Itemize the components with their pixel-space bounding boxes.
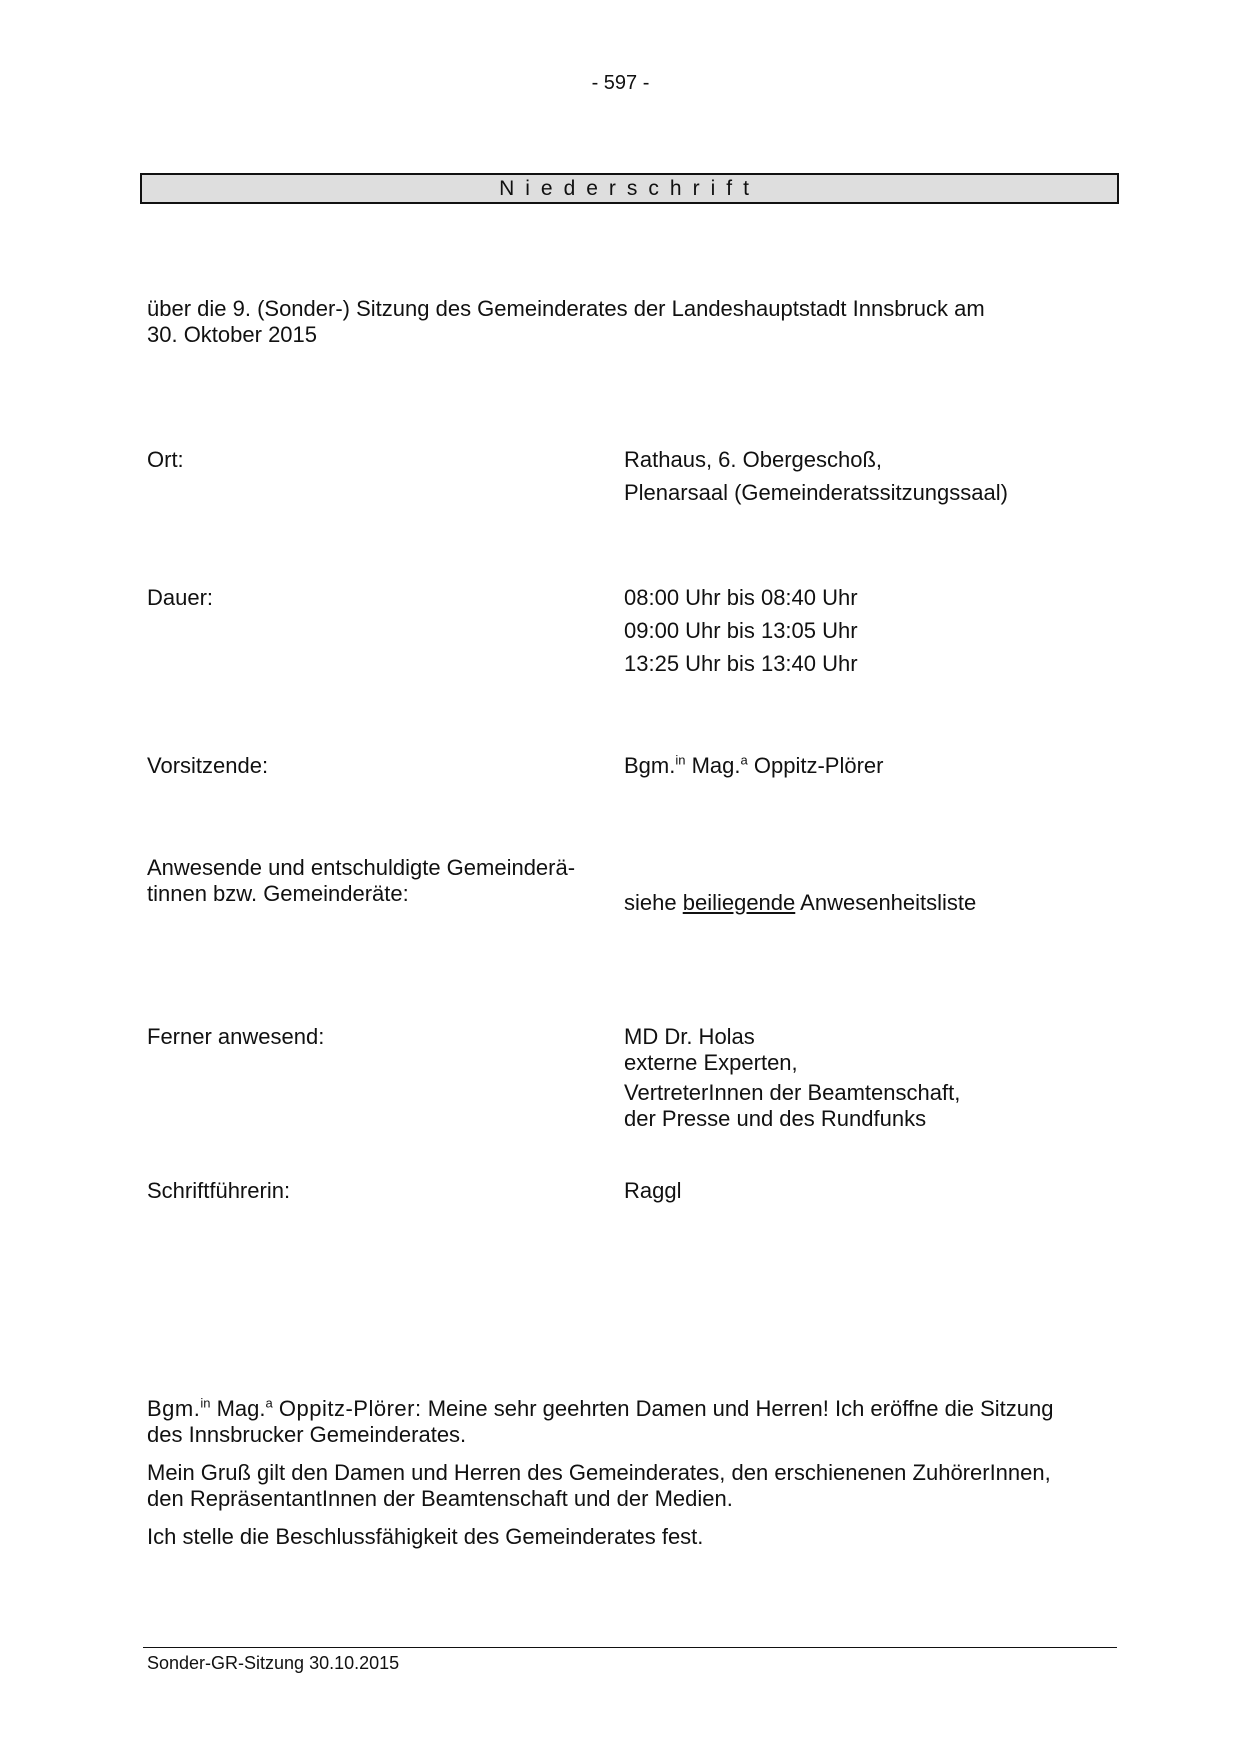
speech-paragraph-2-line-2: den RepräsentantInnen der Beamtenschaft und der Medien. [147,1486,733,1511]
footer-text: Sonder-GR-Sitzung 30.10.2015 [147,1653,400,1673]
anwesenheitsliste-link[interactable]: beiliegende [682,890,796,915]
vorsitzende-title-1-sup: in [675,752,686,768]
ort-label: Ort: [147,447,184,472]
speech-paragraph-3: Ich stelle die Beschlussfähigkeit des Gemeinderates fest. [147,1524,704,1549]
ferner-line-1: MD Dr. Holas [624,1024,755,1049]
speech-paragraph-2-line-1: Mein Gruß gilt den Damen und Herren des Gemeinderates, den erschienenen ZuhörerInnen, [147,1460,1051,1485]
vorsitzende-title-1: Bgm. [624,753,676,778]
dauer-line-2: 09:00 Uhr bis 13:05 Uhr [624,618,858,643]
footer-divider [143,1647,1117,1648]
intro-line-2: 30. Oktober 2015 [147,322,318,347]
dauer-line-3: 13:25 Uhr bis 13:40 Uhr [624,651,858,676]
speech-text-1: Meine sehr geehrten Damen und Herren! Ich eröffne die Sitzung [427,1396,1054,1421]
ferner-label: Ferner anwesend: [147,1024,325,1049]
vorsitzende-value [624,753,1124,779]
vorsitzende-title-2-sup: a [740,752,748,768]
speaker-name: Oppitz-Plörer: [278,1396,422,1421]
ort-line-2: Plenarsaal (Gemeinderatssitzungssaal) [624,480,1008,505]
page-number: - 597 - [591,72,650,94]
intro-line-1: über die 9. (Sonder-) Sitzung des Gemeinderates der Landeshauptstadt Innsbruck am [147,296,985,321]
speech-paragraph-2 [147,1460,1107,1512]
speaker-title-1-sup: in [200,1395,211,1411]
dauer-line-1: 08:00 Uhr bis 08:40 Uhr [624,585,858,610]
schriftfuehrerin-label: Schriftführerin: [147,1178,291,1203]
vorsitzende-title-2: Mag. [691,753,741,778]
vorsitzende-name: Oppitz-Plörer [753,753,884,778]
ferner-line-2: externe Experten, [624,1050,798,1075]
speaker-title-2-sup: a [265,1395,273,1411]
ferner-line-3: VertreterInnen der Beamtenschaft, [624,1080,961,1105]
anwesende-label-line-2: tinnen bzw. Gemeinderäte: [147,881,409,906]
ferner-value [624,1024,1124,1132]
speaker-title-1: Bgm. [147,1396,201,1421]
speech-paragraph-1-line-1 [147,1396,1107,1422]
vorsitzende-label: Vorsitzende: [147,753,269,778]
intro-text [147,296,1107,348]
dauer-value [624,581,1124,680]
schriftfuehrerin-value: Raggl [624,1178,682,1203]
anwesende-label-line-1: Anwesende und entschuldigte Gemeinderä- [147,855,576,880]
anwesende-value-prefix: siehe [624,890,677,915]
anwesende-value-suffix: Anwesenheitsliste [800,890,977,915]
dauer-label: Dauer: [147,585,214,610]
speech-paragraph-1 [147,1396,1107,1448]
document-title: Niederschrift [140,173,1119,204]
ferner-line-4: der Presse und des Rundfunks [624,1106,927,1131]
anwesende-value [624,890,1124,916]
speaker-title-2: Mag. [216,1396,266,1421]
anwesende-label [147,855,607,907]
ort-value [624,443,1124,509]
speech-paragraph-1-line-2: des Innsbrucker Gemeinderates. [147,1422,467,1447]
ort-line-1: Rathaus, 6. Obergeschoß, [624,447,883,472]
